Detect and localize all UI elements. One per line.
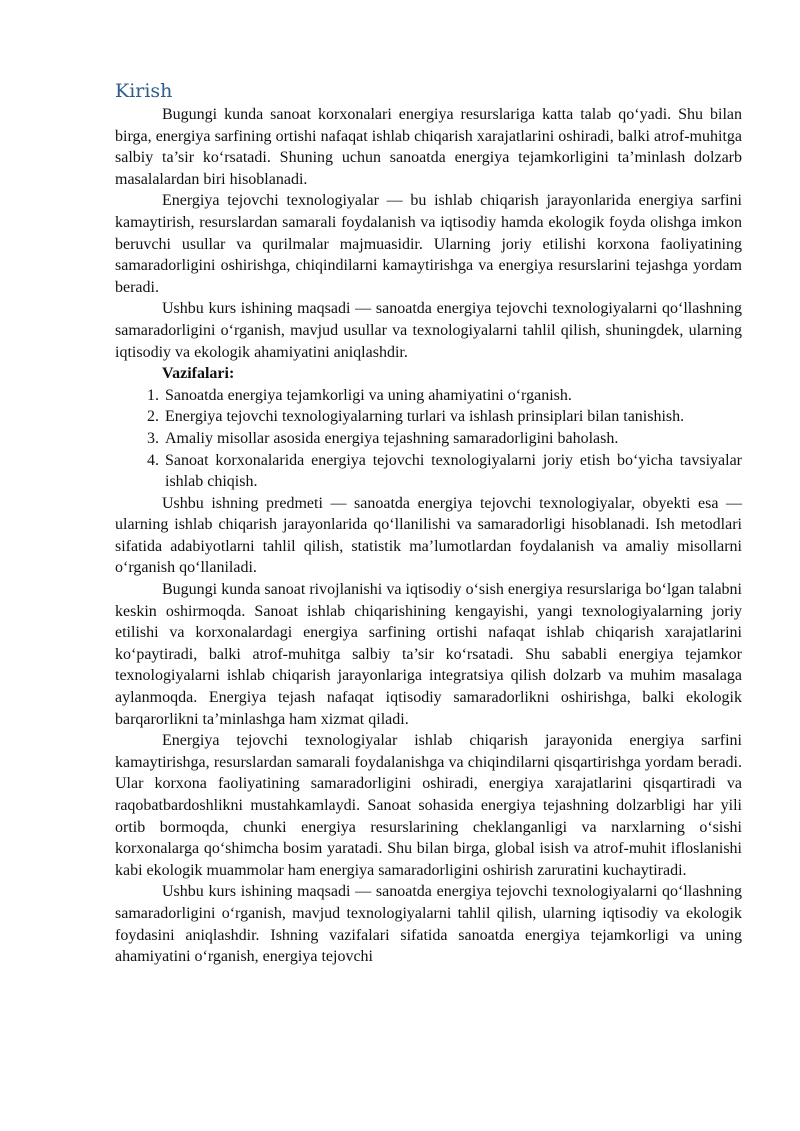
task-item: 4. Sanoat korxonalarida energiya tejovchi texnologiyalarni joriy etish bo‘yicha tavsiyalar ishlab chiqish. — [163, 450, 742, 493]
task-item: 3. Amaliy misollar asosida energiya tejashning samaradorligini baholash. — [163, 428, 742, 450]
document-page — [115, 78, 742, 968]
paragraph-subject: Ushbu ishning predmeti — sanoatda energiya tejovchi texnologiyalar, obyekti esa — ularning ishlab chiqarish jarayonlarida qo‘llanilishi va samaradorligi hisoblanadi. Ish metodlari sifatida adabiyotlarni tahlil qilish, statistik ma’lumotlardan foydalanish va amaliy misollarni o‘rganish qo‘llaniladi. — [115, 494, 742, 577]
tasks-list — [115, 385, 742, 493]
tasks-label: Vazifalari: — [162, 365, 235, 383]
paragraph-goal: Ushbu kurs ishining maqsadi — sanoatda energiya tejovchi texnologiyalarni qo‘llashning samaradorligini o‘rganish, mavjud usullar va texnologiyalarni tahlil qilish, shuningdek, ularning iqtisodiy va ekologik ahamiyatini aniqlashdir. — [115, 300, 742, 361]
paragraph-relevance: Bugungi kunda sanoat rivojlanishi va iqtisodiy o‘sish energiya resurslariga bo‘lgan talabni keskin oshirmoqda. Sanoat ishlab chiqarishining kengayishi, yangi texnologiyalarning joriy etilishi va korxonalardagi energiya sarfining ortishi nafaqat ishlab chiqarish xarajatlarini ko‘paytiradi, balki atrof-muhitga salbiy ta’sir ko‘rsatadi. Shu sababli energiya tejamkor texnologiyalarni ishlab chiqarish jarayonlariga integratsiya qilish dolzarb va muhim masalaga aylanmoqda. Energiya tejash nafaqat iqtisodiy samaradorlikni oshirishga, balki ekologik barqarorlikni ta’minlashga ham xizmat qiladi. — [115, 581, 742, 728]
paragraph-definition: Energiya tejovchi texnologiyalar — bu ishlab chiqarish jarayonlarida energiya sarfini kamaytirish, resurslardan samarali foydalanish va iqtisodiy hamda ekologik foyda olishga imkon beruvchi usullar va qurilmalar majmuasidir. Ularning joriy etilishi korxona faoliyatining samaradorligini oshirishga, chiqindilarni kamaytirishga va energiya resurslarini tejashga yordam beradi. — [115, 192, 742, 296]
task-item: 1. Sanoatda energiya tejamkorligi va uning ahamiyatini o‘rganish. — [163, 385, 742, 407]
task-item: 2. Energiya tejovchi texnologiyalarning turlari va ishlash prinsiplari bilan tanishish. — [163, 406, 742, 428]
paragraph-intro: Bugungi kunda sanoat korxonalari energiya resurslariga katta talab qo‘yadi. Shu bilan birga, energiya sarfining ortishi nafaqat ishlab chiqarish xarajatlarini oshiradi, balki atrof-muhitga salbiy ta’sir ko‘rsatadi. Shuning uchun sanoatda energiya tejamkorligini ta’minlash dolzarb masalalardan biri hisoblanadi. — [115, 106, 742, 188]
paragraph-goal-repeat: Ushbu kurs ishining maqsadi — sanoatda energiya tejovchi texnologiyalarni qo‘llashning samaradorligini o‘rganish, mavjud texnologiyalarni tahlil qilish, ularning iqtisodiy va ekologik foydasini aniqlashdir. Ishning vazifalari sifatida sanoatda energiya tejamkorligi va uning ahamiyatini o‘rganish, energiya tejovchi — [115, 883, 742, 966]
paragraph-technologies: Energiya tejovchi texnologiyalar ishlab chiqarish jarayonida energiya sarfini kamaytirishga, resurslardan samarali foydalanishga va chiqindilarni qisqartirishga yordam beradi. Ular korxona faoliyatining samaradorligini oshiradi, energiya xarajatlarini qisqartiradi va raqobatbardoshlikni mustahkamlaydi. Sanoat sohasida energiya tejashning dolzarbligi har yili ortib bormoqda, chunki energiya resurslarining cheklanganligi va narxlarning o‘sishi korxonalarga qo‘shimcha bosim yaratadi. Shu bilan birga, global isish va atrof-muhit ifloslanishi kabi ekologik muammolar ham energiya samaradorligini oshirish zaruratini kuchaytiradi. — [115, 732, 742, 879]
section-heading: Kirish — [115, 80, 173, 102]
